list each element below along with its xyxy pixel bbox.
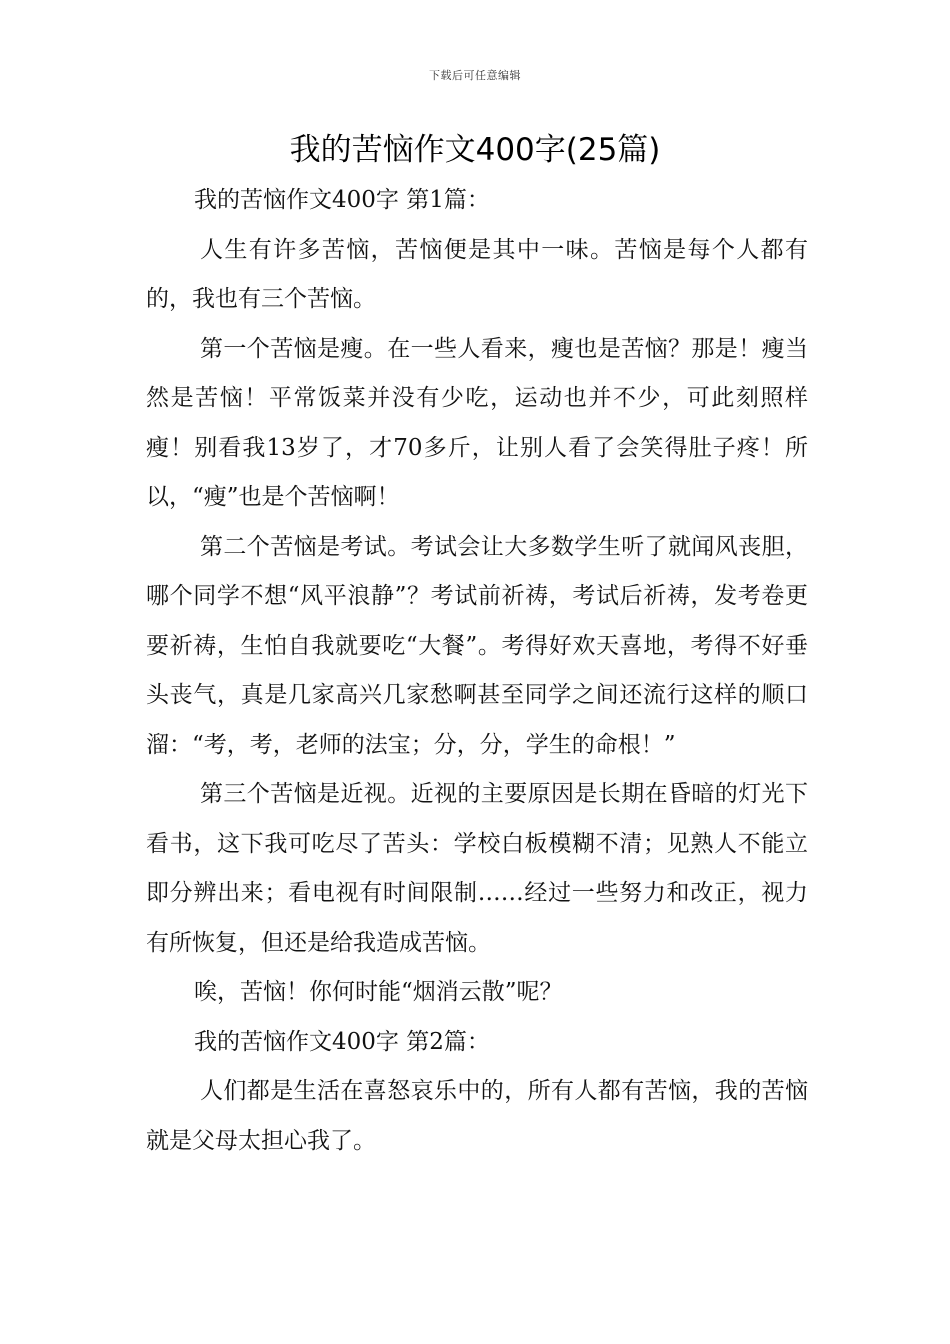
- section-heading: 我的苦恼作文400字 第1篇：: [194, 187, 490, 213]
- paragraph: 唉，苦恼！你何时能“烟消云散”呢？: [194, 979, 563, 1005]
- paragraph: 人生有许多苦恼，苦恼便是其中一味。苦恼是每个人都有的，我也有三个苦恼。: [146, 236, 808, 312]
- document-body: [146, 176, 808, 1166]
- document-title: 我的苦恼作文400字(25篇): [289, 132, 661, 168]
- section-heading: 我的苦恼作文400字 第2篇：: [194, 1028, 490, 1055]
- paragraph: 第一个苦恼是瘦。在一些人看来，瘦也是苦恼？那是！瘦当然是苦恼！平常饭菜并没有少吃，运动也并不少，可此刻照样瘦！别看我13岁了，才70多斤，让别人看了会笑得肚子疼！所以，“瘦”也是个苦恼啊！: [146, 335, 808, 510]
- paragraph: 第三个苦恼是近视。近视的主要原因是长期在昏暗的灯光下看书，这下我可吃尽了苦头：学校白板模糊不清；见熟人不能立即分辨出来；看电视有时间限制……经过一些努力和改正，视力有所恢复，但还是给我造成苦恼。: [146, 781, 808, 956]
- header-note: 下载后可任意编辑: [429, 69, 521, 82]
- paragraph: 人们都是生活在喜怒哀乐中的，所有人都有苦恼，我的苦恼就是父母太担心我了。: [146, 1078, 808, 1154]
- paragraph: 第二个苦恼是考试。考试会让大多数学生听了就闻风丧胆，哪个同学不想“风平浪静”？考试前祈祷，考试后祈祷，发考卷更要祈祷，生怕自我就要吃“大餐”。考得好欢天喜地，考得不好垂头丧气，真是几家高兴几家愁啊甚至同学之间还流行这样的顺口溜：“考，考，老师的法宝；分，分，学生的命根！”: [146, 533, 808, 758]
